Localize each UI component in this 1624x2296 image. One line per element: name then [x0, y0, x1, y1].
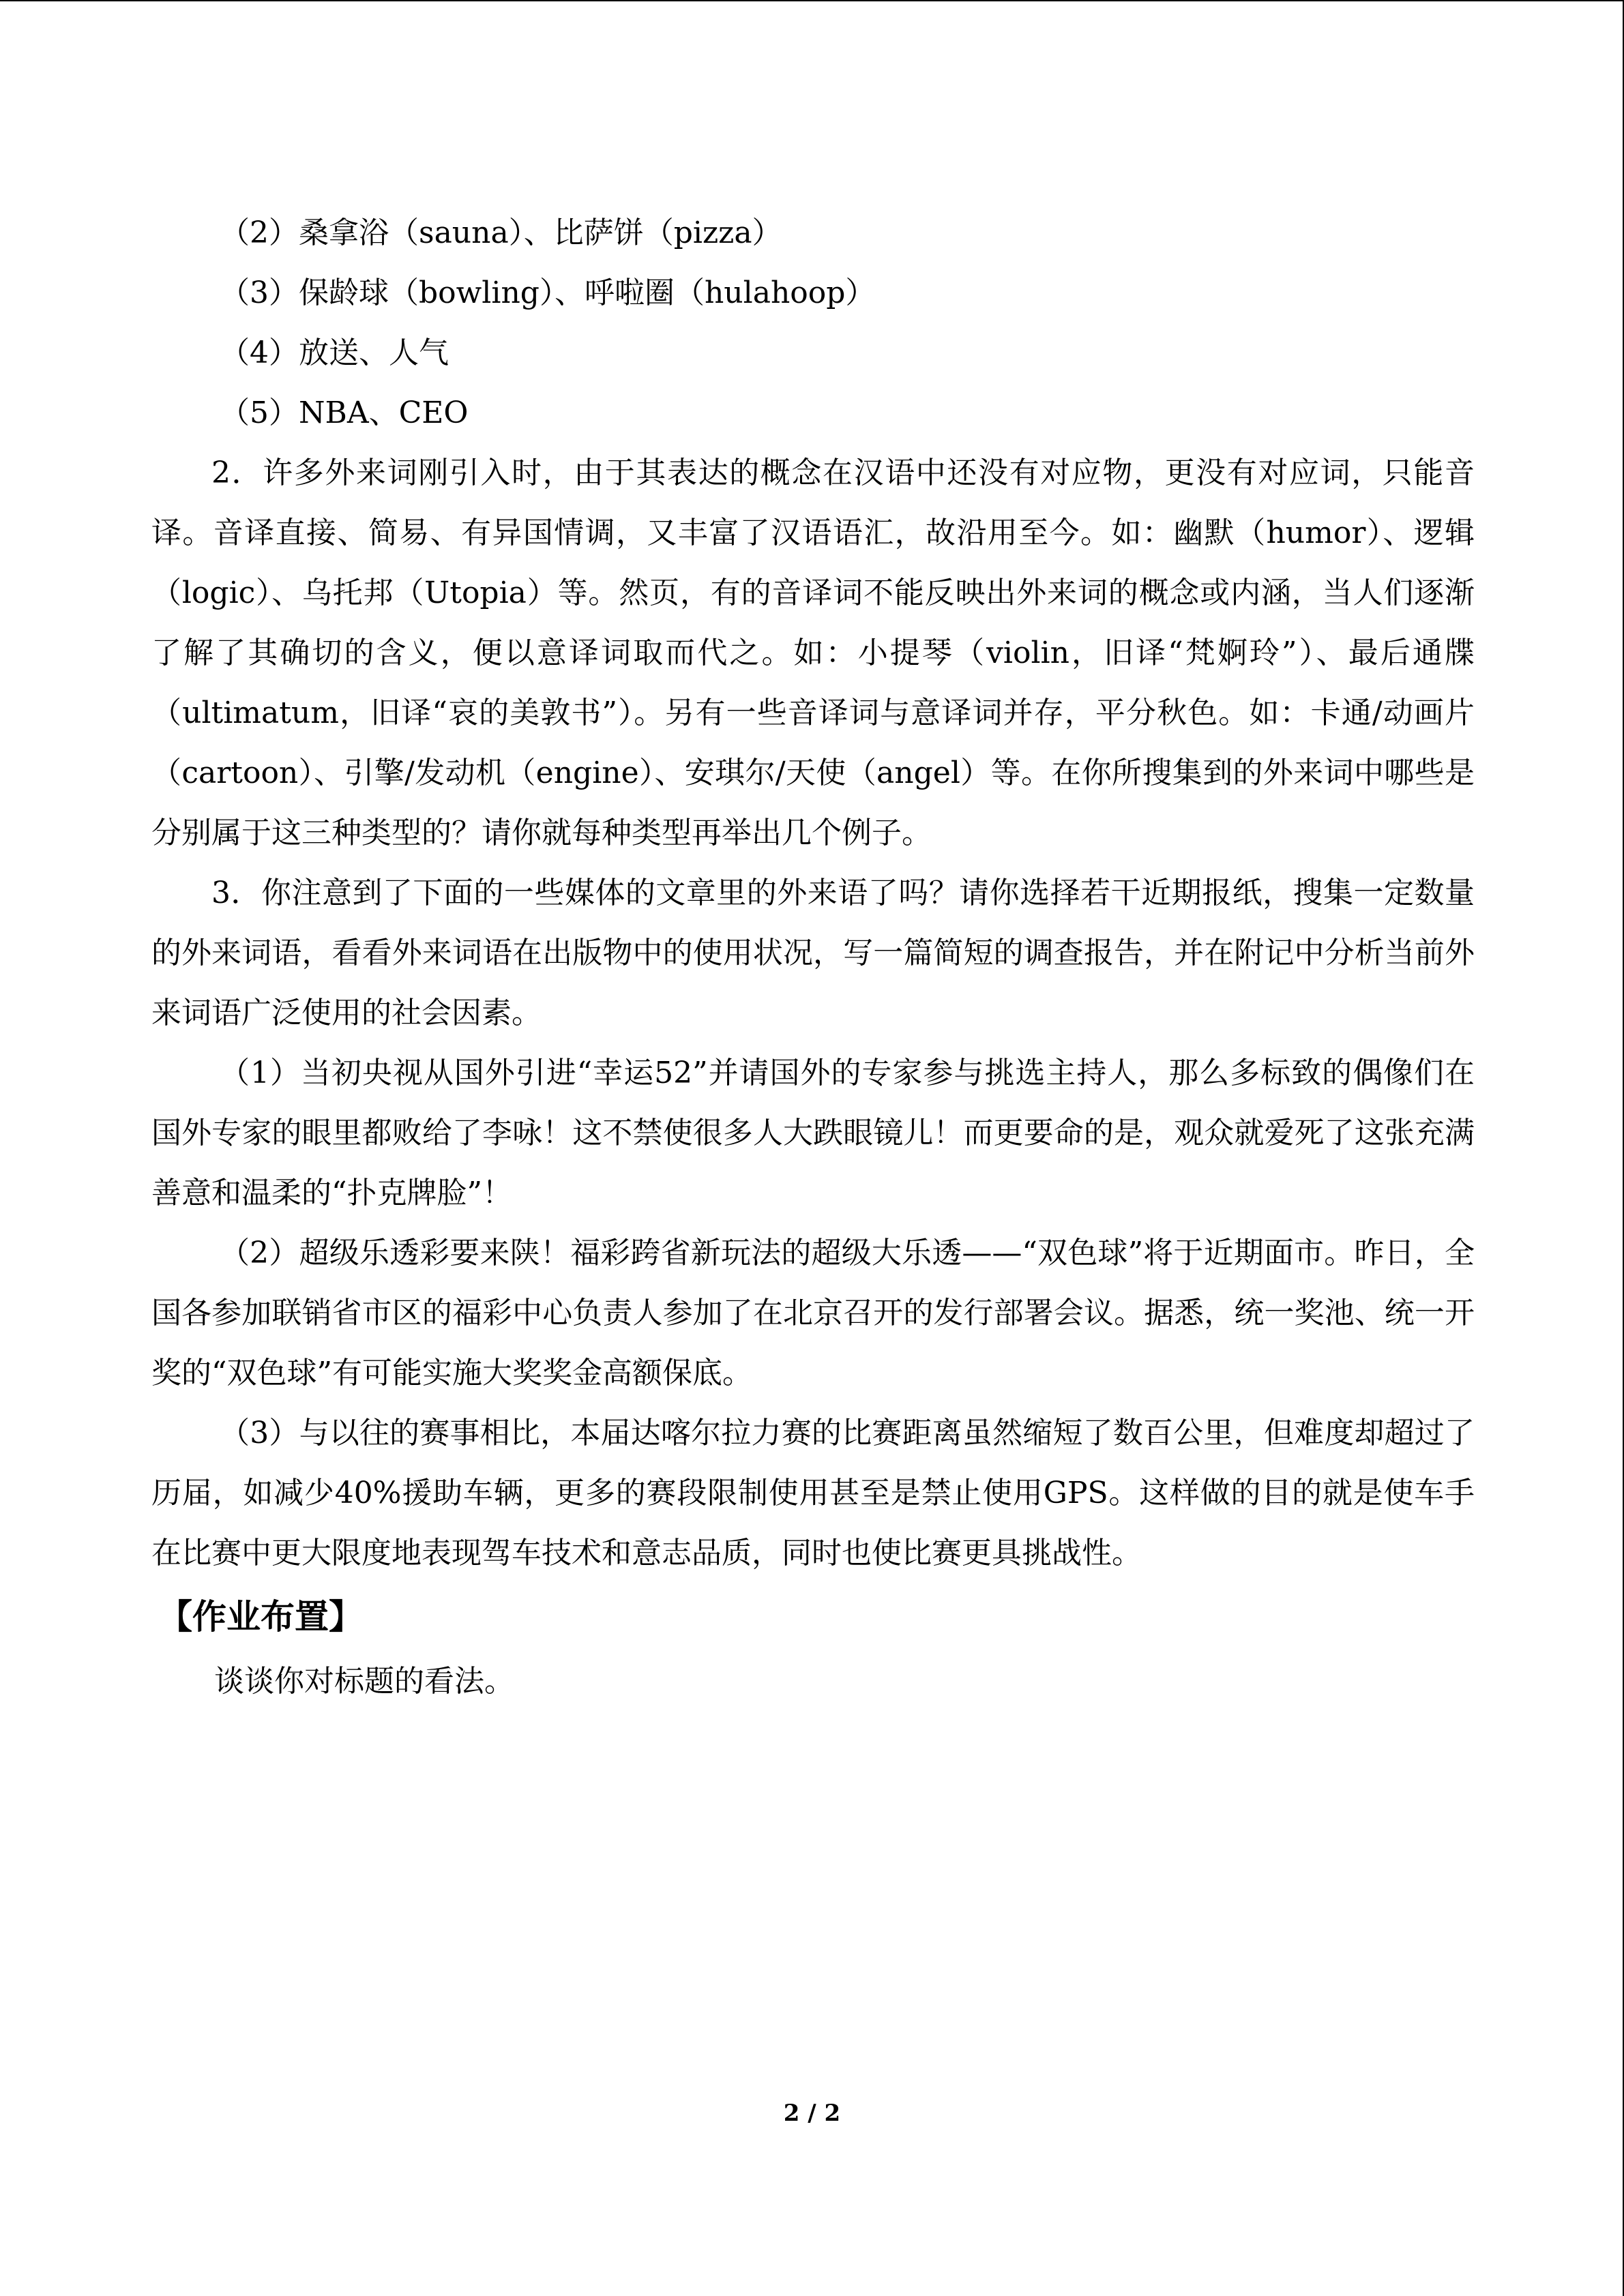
homework-text: 谈谈你对标题的看法。	[214, 1664, 514, 1699]
list-item: （3）保龄球（bowling）、呼啦圈（hulahoop）	[220, 275, 876, 310]
list-item: （2）桑拿浴（sauna）、比萨饼（pizza）	[220, 215, 782, 250]
page-number: 2 / 2	[783, 2100, 841, 2127]
example-2: （2）超级乐透彩要来陕！福彩跨省新玩法的超级大乐透——“双色球”将于近期面市。昨日，全国各参加联销省市区的福彩中心负责人参加了在北京召开的发行部署会议。据悉，统一奖池、统一开奖的“双色球”有可能实施大奖奖金高额保底。	[151, 1236, 1475, 1390]
homework-heading: 【作业布置】	[158, 1597, 363, 1637]
paragraph-2: 2．许多外来词刚引入时，由于其表达的概念在汉语中还没有对应物，更没有对应词，只能音译。音译直接、简易、有异国情调，又丰富了汉语语汇，故沿用至今。如：幽默（humor）、逻辑（logic）、乌托邦（Utopia）等。然页，有的音译词不能反映出外来词的概念或内涵，当人们逐渐了解了其确切的含义，便以意译词取而代之。如：小提琴（violin，旧译“梵婀玲”）、最后通牒（ultimatum，旧译“哀的美敦书”）。另有一些音译词与意译词并存，平分秋色。如：卡通/动画片（cartoon）、引擎/发动机（engine）、安琪尔/天使（angel）等。在你所搜集到的外来词中哪些是分别属于这三种类型的？请你就每种类型再举出几个例子。	[151, 456, 1475, 850]
list-item: （4）放送、人气	[220, 336, 449, 370]
example-1: （1）当初央视从国外引进“幸运52”并请国外的专家参与挑选主持人，那么多标致的偶像们在国外专家的眼里都败给了李咏！这不禁使很多人大跌眼镜儿！而更要命的是，观众就爱死了这张充满善意和温柔的“扑克牌脸”！	[151, 1056, 1475, 1210]
list-item: （5）NBA、CEO	[220, 396, 469, 430]
example-3: （3）与以往的赛事相比，本届达喀尔拉力赛的比赛距离虽然缩短了数百公里，但难度却超过了历届，如减少40%援助车辆，更多的赛段限制使用甚至是禁止使用GPS。这样做的目的就是使车手在比赛中更大限度地表现驾车技术和意志品质，同时也使比赛更具挑战性。	[151, 1416, 1475, 1570]
page-content	[151, 203, 1475, 1712]
paragraph-3: 3．你注意到了下面的一些媒体的文章里的外来语了吗？请你选择若干近期报纸，搜集一定数量的外来词语，看看外来词语在出版物中的使用状况，写一篇简短的调查报告，并在附记中分析当前外来词语广泛使用的社会因素。	[151, 876, 1475, 1030]
